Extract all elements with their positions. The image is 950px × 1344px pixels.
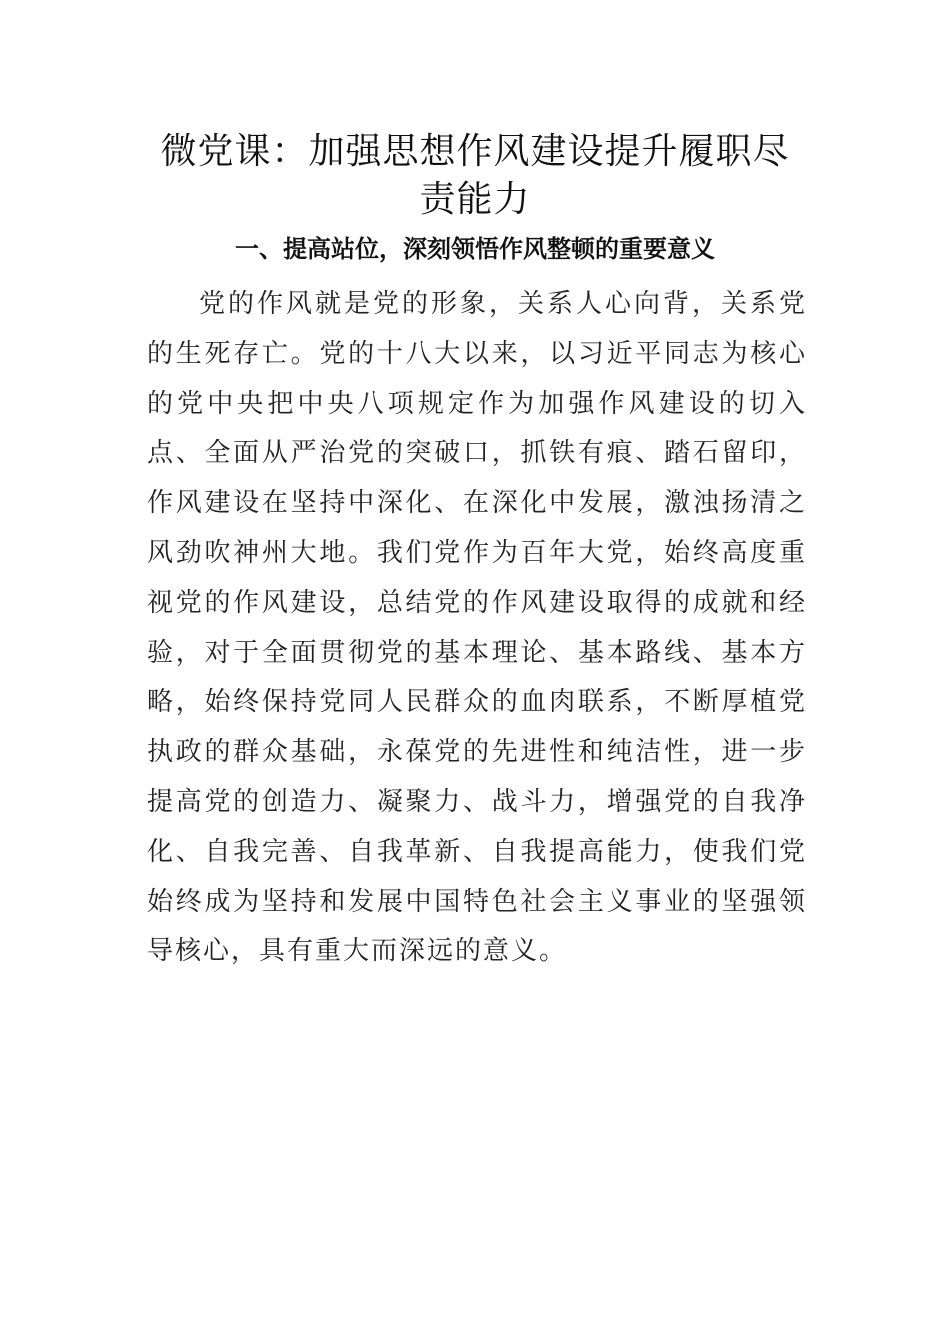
body-paragraph: 党的作风就是党的形象，关系人心向背，关系党的生死存亡。党的十八大以来，以习近平同志为核心的党中央把中央八项规定作为加强作风建设的切入点、全面从严治党的突破口，抓铁有痕、踏石留印，作风建设在坚持中深化、在深化中发展，激浊扬清之风劲吹神州大地。我们党作为百年大党，始终高度重视党的作风建设，总结党的作风建设取得的成就和经验，对于全面贯彻党的基本理论、基本路线、基本方略，始终保持党同人民群众的血肉联系，不断厚植党执政的群众基础，永葆党的先进性和纯洁性，进一步提高党的创造力、凝聚力、战斗力，增强党的自我净化、自我完善、自我革新、自我提高能力，使我们党始终成为坚持和发展中国特色社会主义事业的坚强领导核心，具有重大而深远的意义。 — [147, 289, 807, 967]
section-heading: 一、提高站位，深刻领悟作风整顿的重要意义 — [235, 235, 715, 263]
document-title: 微党课：加强思想作风建设提升履职尽责能力 — [160, 131, 790, 220]
